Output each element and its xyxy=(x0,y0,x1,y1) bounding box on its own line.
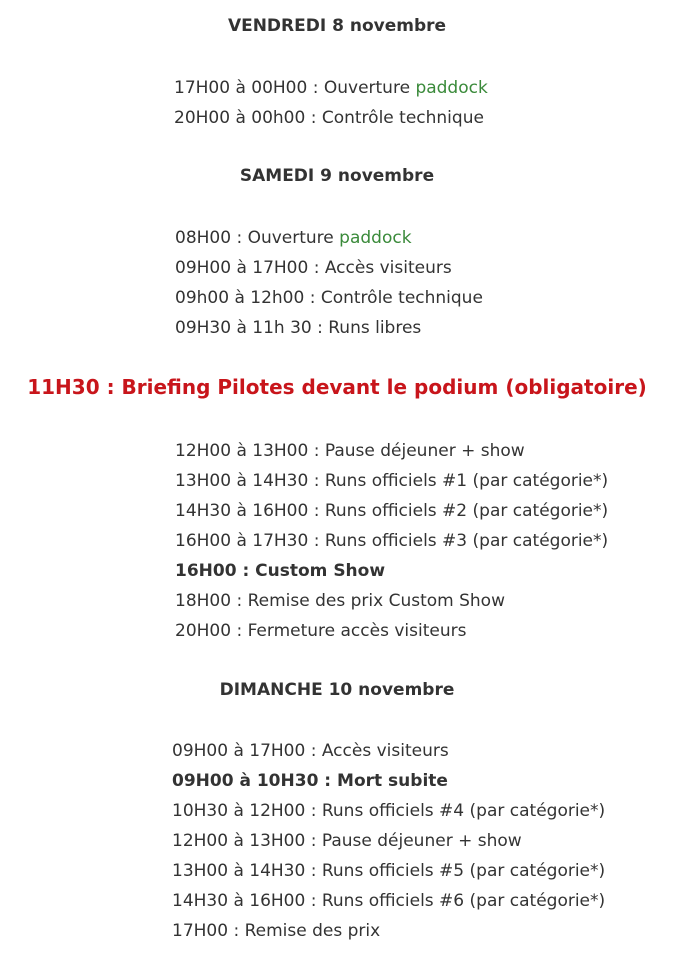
schedule-line: 16H00 à 17H30 : Runs officiels #3 (par catégorie*) xyxy=(175,531,609,551)
schedule-line: 20H00 : Fermeture accès visiteurs xyxy=(175,621,467,641)
schedule-line: 14H30 à 16H00 : Runs officiels #2 (par catégorie*) xyxy=(175,501,609,521)
schedule-line: 12H00 à 13H00 : Pause déjeuner + show xyxy=(175,441,525,461)
schedule-line: 18H00 : Remise des prix Custom Show xyxy=(175,591,505,611)
schedule-line: 17H00 : Remise des prix xyxy=(172,921,381,941)
schedule-line: 14H30 à 16H00 : Runs officiels #6 (par catégorie*) xyxy=(172,891,606,911)
briefing-notice: 11H30 : Briefing Pilotes devant le podium (obligatoire) xyxy=(27,375,647,399)
schedule-line: 13H00 à 14H30 : Runs officiels #5 (par catégorie*) xyxy=(172,861,606,881)
schedule-line: 09h00 à 12h00 : Contrôle technique xyxy=(175,288,483,308)
paddock-link[interactable]: paddock xyxy=(415,78,488,98)
saturday-heading: SAMEDI 9 novembre xyxy=(239,166,435,186)
schedule-line-highlight: 09H00 à 10H30 : Mort subite xyxy=(172,771,448,791)
schedule-line: 09H30 à 11h 30 : Runs libres xyxy=(175,318,422,338)
schedule-line: 13H00 à 14H30 : Runs officiels #1 (par catégorie*) xyxy=(175,471,609,491)
saturday-schedule-afternoon xyxy=(175,436,608,646)
saturday-schedule-morning xyxy=(175,223,483,343)
friday-schedule xyxy=(174,73,488,133)
schedule-line: 12H00 à 13H00 : Pause déjeuner + show xyxy=(172,831,522,851)
sunday-heading: DIMANCHE 10 novembre xyxy=(219,680,455,700)
paddock-link[interactable]: paddock xyxy=(339,228,412,248)
friday-heading: VENDREDI 8 novembre xyxy=(227,16,447,36)
schedule-line: 20H00 à 00h00 : Contrôle technique xyxy=(174,108,484,128)
schedule-line: 10H30 à 12H00 : Runs officiels #4 (par catégorie*) xyxy=(172,801,606,821)
schedule-line: 17H00 à 00H00 : Ouverture paddock xyxy=(174,78,488,98)
schedule-line: 08H00 : Ouverture paddock xyxy=(175,228,412,248)
sunday-schedule xyxy=(172,736,605,946)
schedule-line: 09H00 à 17H00 : Accès visiteurs xyxy=(175,258,452,278)
schedule-line: 09H00 à 17H00 : Accès visiteurs xyxy=(172,741,449,761)
schedule-line-highlight: 16H00 : Custom Show xyxy=(175,561,386,581)
